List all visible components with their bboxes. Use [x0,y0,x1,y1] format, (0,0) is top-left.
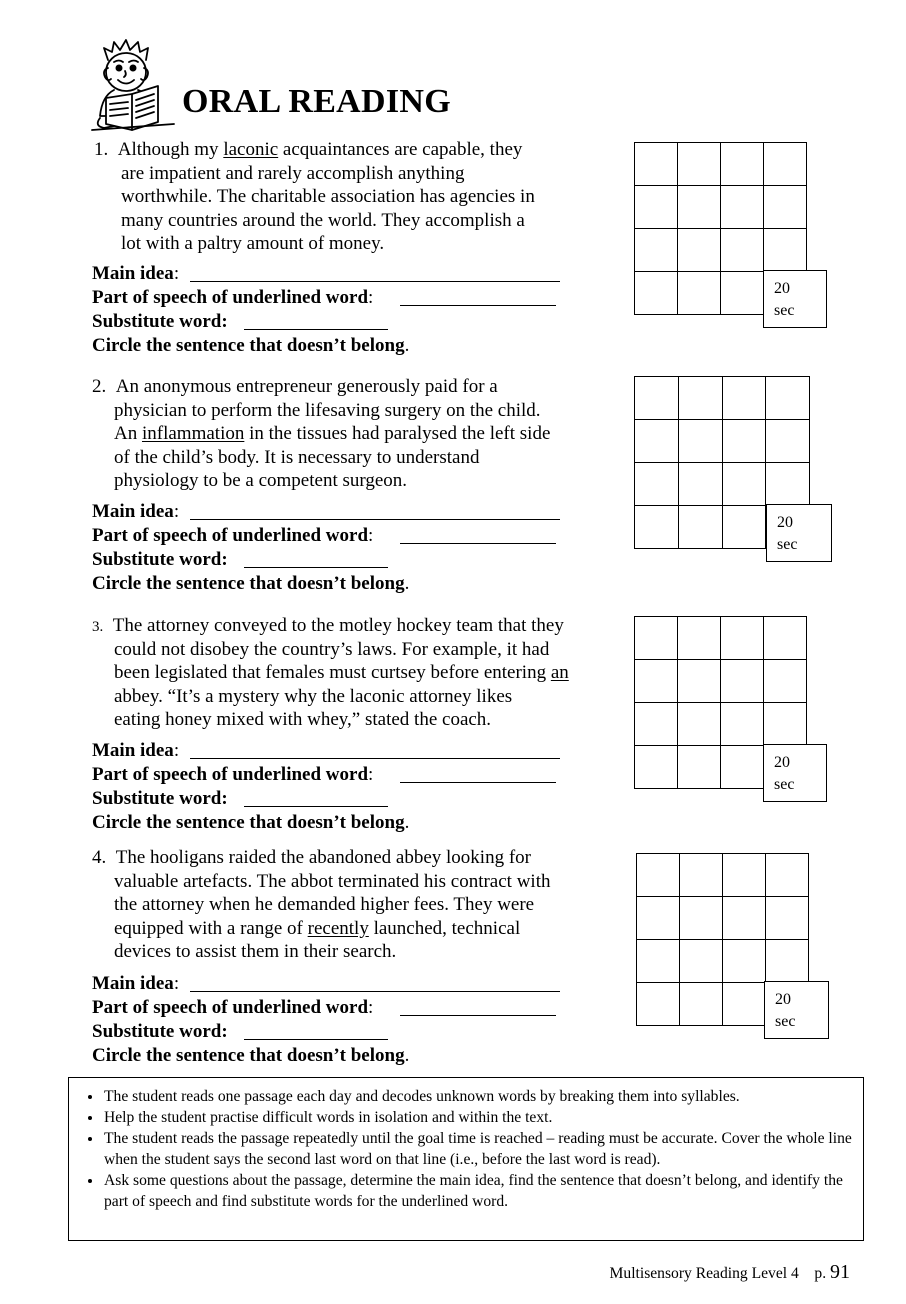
passage-line: physician to perform the lifesaving surgery on the child. [114,399,541,421]
page-number: 91 [830,1261,850,1283]
main-idea-field[interactable] [190,758,560,759]
part-of-speech-field[interactable] [400,1015,556,1016]
passage-line: valuable artefacts. The abbot terminated his contract with [114,870,551,892]
passage-line: of the child’s body. It is necessary to understand [114,446,480,468]
underlined-word: inflammation [141,423,245,445]
main-idea-label: Main idea [92,263,174,284]
timer-box-4: 20 sec [764,981,829,1039]
grid-cell [635,703,678,746]
page-label: p. [814,1265,827,1282]
grid-cell [637,854,680,897]
main-idea-field[interactable] [190,281,560,282]
passage-line: An inflammation in the tissues had paralysed the left side [114,423,551,445]
passage-line: 3. The attorney conveyed to the motley hockey team that they [92,615,564,636]
grid-cell [635,746,678,789]
grid-cell [764,660,807,703]
instruction-item: • The student reads the passage repeatedly until the goal time is reached – reading must be accurate. Cover the whole line when the student says the second last word on that line (i.e., before the last word is read). [103,1128,853,1170]
instruction-item: • Ask some questions about the passage, determine the main idea, find the sentence that doesn’t belong, and identify the part of speech and find substitute words for the underlined word. [103,1170,853,1212]
grid-cell [723,940,766,983]
part-of-speech-label: Part of speech of underlined word [92,997,369,1018]
passage-line: 2. An anonymous entrepreneur generously paid for a [92,376,498,397]
boy-reading-book-icon [88,38,180,134]
circle-sentence-instruction: Circle the sentence that doesn’t belong [92,335,405,356]
grid-cell [766,897,809,940]
grid-cell [680,854,723,897]
grid-cell [721,660,764,703]
grid-cell [764,229,807,272]
main-idea-label: Main idea [92,973,174,994]
grid-cell [764,617,807,660]
grid-cell [635,463,679,506]
substitute-label: Substitute word: [92,549,228,570]
circle-sentence-instruction: Circle the sentence that doesn’t belong [92,1045,405,1066]
passage-line: physiology to be a competent surgeon. [114,470,408,492]
grid-cell [721,746,764,789]
grid-cell [679,377,723,420]
grid-cell [678,617,721,660]
passage-line: many countries around the world. They accomplish a [121,209,525,231]
grid-cell [635,506,679,549]
substitute-label: Substitute word: [92,788,228,809]
passage-4 [92,846,550,964]
grid-cell [723,506,767,549]
part-of-speech-field[interactable] [400,305,556,306]
timer-box-1: 20 sec [763,270,827,328]
passage-line: lot with a paltry amount of money. [121,233,385,255]
main-idea-field[interactable] [190,519,560,520]
passage-line: equipped with a range of recently launched, technical [114,917,521,939]
grid-cell [637,983,680,1026]
grid-cell [764,143,807,186]
grid-cell [721,617,764,660]
substitute-field[interactable] [244,567,388,568]
passage-line: the attorney when he demanded higher fees. They were [114,894,535,916]
grid-cell [679,506,723,549]
passage-line: 1. Although my laconic acquaintances are capable, they [94,139,523,160]
grid-cell [721,143,764,186]
grid-cell [764,186,807,229]
grid-cell [635,272,678,315]
grid-cell [635,420,679,463]
passage-line: abbey. “It’s a mystery why the laconic attorney likes [114,685,513,707]
grid-cell [723,983,766,1026]
passage-line: been legislated that females must curtsey before entering an [114,662,569,684]
book-title: Multisensory Reading Level 4 [609,1265,799,1282]
passage-line: eating honey mixed with whey,” stated the coach. [114,709,492,731]
underlined-word: an [550,662,569,684]
part-of-speech-label: Part of speech of underlined word [92,525,369,546]
grid-cell [766,463,810,506]
timer-box-2: 20 sec [766,504,832,562]
grid-cell [721,229,764,272]
grid-cell [723,463,767,506]
grid-cell [766,420,810,463]
grid-cell [637,897,680,940]
grid-cell [766,854,809,897]
grid-cell [678,272,721,315]
page-title: ORAL READING [182,83,452,120]
grid-cell [680,940,723,983]
substitute-field[interactable] [244,806,388,807]
grid-cell [723,420,767,463]
timer-box-3: 20 sec [763,744,827,802]
grid-cell [723,897,766,940]
passage-line: 4. The hooligans raided the abandoned abbey looking for [92,847,531,868]
grid-cell [764,703,807,746]
passage-line: are impatient and rarely accomplish anything [121,162,465,184]
page-footer [610,1261,850,1284]
main-idea-field[interactable] [190,991,560,992]
instruction-item: • Help the student practise difficult words in isolation and within the text. [103,1107,853,1128]
grid-cell [721,703,764,746]
underlined-word: laconic [223,139,279,160]
grid-cell [723,854,766,897]
passage-line: devices to assist them in their search. [114,941,397,963]
part-of-speech-label: Part of speech of underlined word [92,287,369,308]
passage-2 [92,375,550,493]
grid-cell [635,377,679,420]
grid-cell [680,983,723,1026]
grid-cell [637,940,680,983]
grid-cell [678,746,721,789]
grid-cell [678,186,721,229]
grid-cell [721,272,764,315]
grid-cell [766,377,810,420]
substitute-label: Substitute word: [92,311,228,332]
substitute-field[interactable] [244,329,388,330]
grid-cell [678,229,721,272]
substitute-label: Substitute word: [92,1021,228,1042]
passage-1 [94,138,535,256]
passage-line: could not disobey the country’s laws. For example, it had [114,638,550,660]
grid-cell [680,897,723,940]
grid-cell [679,463,723,506]
circle-sentence-instruction: Circle the sentence that doesn’t belong [92,812,405,833]
grid-cell [678,143,721,186]
main-idea-label: Main idea [92,501,174,522]
questions-3: Main idea: Part of speech of underlined word: Substitute word: Circle the sentence that doesn’t belong. [92,739,409,835]
grid-cell [721,186,764,229]
passage-3 [92,614,569,732]
grid-cell [635,186,678,229]
part-of-speech-label: Part of speech of underlined word [92,764,369,785]
circle-sentence-instruction: Circle the sentence that doesn’t belong [92,573,405,594]
grid-cell [678,703,721,746]
questions-1: Main idea: Part of speech of underlined word: Substitute word: Circle the sentence that doesn’t belong. [92,262,409,358]
part-of-speech-field[interactable] [400,543,556,544]
grid-cell [635,229,678,272]
passage-line: worthwhile. The charitable association has agencies in [121,186,535,208]
underlined-word: recently [307,917,369,939]
grid-cell [635,143,678,186]
main-idea-label: Main idea [92,740,174,761]
grid-cell [635,617,678,660]
questions-2: Main idea: Part of speech of underlined word: Substitute word: Circle the sentence that doesn’t belong. [92,500,409,596]
grid-cell [766,940,809,983]
grid-cell [679,420,723,463]
grid-cell [723,377,767,420]
questions-4: Main idea: Part of speech of underlined word: Substitute word: Circle the sentence that doesn’t belong. [92,972,409,1068]
teacher-instructions-box [68,1077,864,1241]
part-of-speech-field[interactable] [400,782,556,783]
instruction-item: • The student reads one passage each day and decodes unknown words by breaking them into syllables. [103,1086,853,1107]
grid-cell [678,660,721,703]
substitute-field[interactable] [244,1039,388,1040]
grid-cell [635,660,678,703]
